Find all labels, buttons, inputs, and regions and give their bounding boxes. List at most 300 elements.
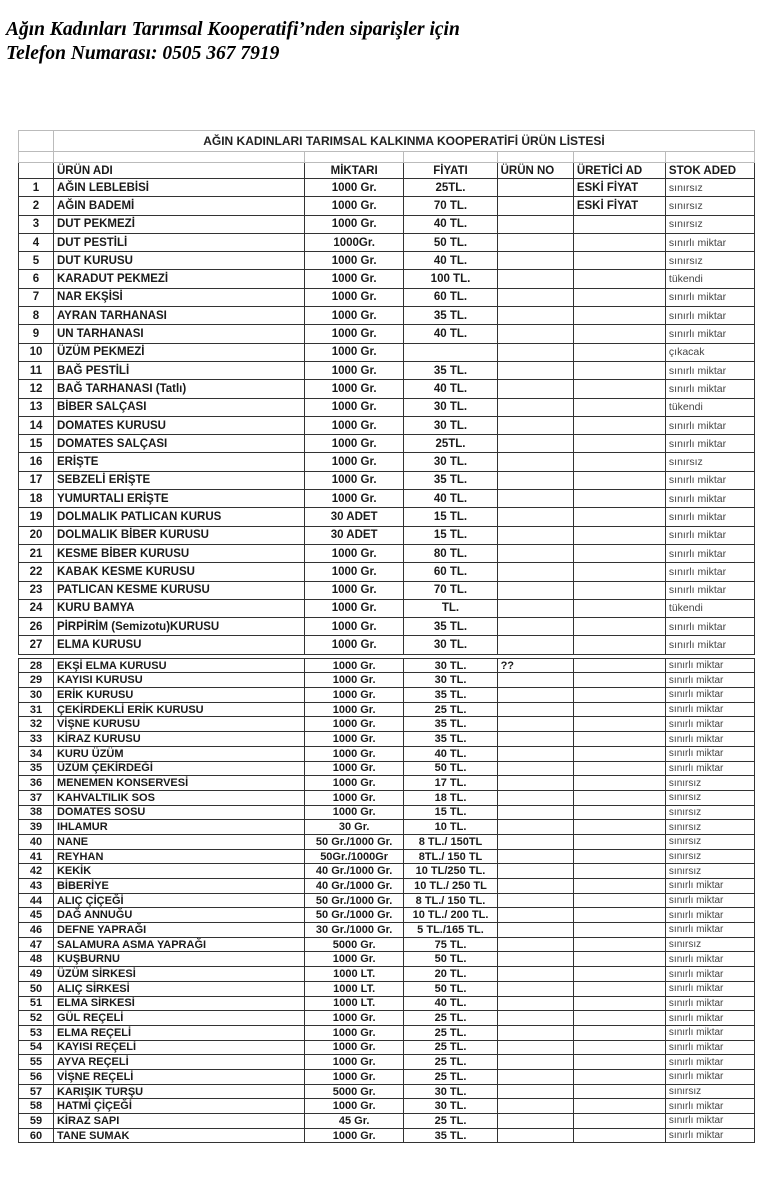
product-qty: 1000 Gr. — [304, 746, 404, 761]
product-qty: 1000 Gr. — [304, 732, 404, 747]
product-qty: 1000 Gr. — [304, 179, 404, 197]
table-row — [19, 1025, 755, 1040]
product-qty: 1000 Gr. — [304, 1069, 404, 1084]
row-number: 35 — [19, 761, 54, 776]
stock-status: sınırlı miktar — [665, 893, 754, 908]
product-qty: 1000 LT. — [304, 996, 404, 1011]
product-no — [497, 761, 573, 776]
product-name: VİŞNE REÇELİ — [53, 1069, 304, 1084]
table-row — [19, 343, 755, 361]
row-number: 14 — [19, 416, 54, 434]
product-no — [497, 636, 573, 654]
product-name: BAĞ TARHANASI (Tatlı) — [53, 380, 304, 398]
product-qty: 1000 Gr. — [304, 471, 404, 489]
producer — [573, 893, 665, 908]
product-no — [497, 937, 573, 952]
producer — [573, 732, 665, 747]
stock-status: sınırlı miktar — [665, 923, 754, 938]
product-qty: 5000 Gr. — [304, 1084, 404, 1099]
row-number: 12 — [19, 380, 54, 398]
table-row — [19, 1128, 755, 1143]
product-no — [497, 805, 573, 820]
product-price: 15 TL. — [404, 805, 497, 820]
product-price: 35 TL. — [404, 471, 497, 489]
product-qty: 1000 Gr. — [304, 1025, 404, 1040]
product-price: 40 TL. — [404, 252, 497, 270]
product-no — [497, 361, 573, 379]
producer — [573, 761, 665, 776]
product-price: 35 TL. — [404, 732, 497, 747]
product-no — [497, 526, 573, 544]
table-row — [19, 805, 755, 820]
row-number: 55 — [19, 1055, 54, 1070]
stock-status: tükendi — [665, 599, 754, 617]
product-qty: 1000 Gr. — [304, 688, 404, 703]
product-qty: 1000 Gr. — [304, 490, 404, 508]
producer — [573, 288, 665, 306]
stock-status: sınırlı miktar — [665, 761, 754, 776]
producer — [573, 702, 665, 717]
table-row — [19, 952, 755, 967]
product-price: 50 TL. — [404, 233, 497, 251]
product-qty: 1000 Gr. — [304, 618, 404, 636]
table-row — [19, 967, 755, 982]
product-name: AĞIN BADEMİ — [53, 197, 304, 215]
product-qty: 1000 Gr. — [304, 380, 404, 398]
product-name: KAYISI KURUSU — [53, 673, 304, 688]
product-price: 15 TL. — [404, 526, 497, 544]
product-price: 20 TL. — [404, 967, 497, 982]
table-row — [19, 307, 755, 325]
product-name: ERİK KURUSU — [53, 688, 304, 703]
product-price: 80 TL. — [404, 544, 497, 562]
producer — [573, 361, 665, 379]
stock-status: sınırlı miktar — [665, 746, 754, 761]
product-no — [497, 688, 573, 703]
row-number: 1 — [19, 179, 54, 197]
header-price: FİYATI — [404, 163, 497, 179]
stock-status: sınırlı miktar — [665, 361, 754, 379]
row-number: 11 — [19, 361, 54, 379]
stock-status: sınırsız — [665, 834, 754, 849]
table-row — [19, 732, 755, 747]
table-row — [19, 581, 755, 599]
row-number: 6 — [19, 270, 54, 288]
row-number: 43 — [19, 879, 54, 894]
product-name: BİBER SALÇASI — [53, 398, 304, 416]
table-row — [19, 599, 755, 617]
row-number: 4 — [19, 233, 54, 251]
product-name: BİBERİYE — [53, 879, 304, 894]
producer — [573, 1040, 665, 1055]
product-price: 70 TL. — [404, 197, 497, 215]
product-name: DAĞ ANNUĞU — [53, 908, 304, 923]
product-no — [497, 952, 573, 967]
product-qty: 40 Gr./1000 Gr. — [304, 864, 404, 879]
row-number: 57 — [19, 1084, 54, 1099]
producer — [573, 1128, 665, 1143]
stock-status: sınırsız — [665, 937, 754, 952]
product-price: 8 TL./ 150TL — [404, 834, 497, 849]
stock-status: sınırsız — [665, 864, 754, 879]
product-no — [497, 307, 573, 325]
row-number: 5 — [19, 252, 54, 270]
product-price — [404, 343, 497, 361]
product-no — [497, 1099, 573, 1114]
product-name: TANE SUMAK — [53, 1128, 304, 1143]
producer — [573, 952, 665, 967]
product-no — [497, 380, 573, 398]
stock-status: sınırsız — [665, 179, 754, 197]
product-qty: 1000 Gr. — [304, 252, 404, 270]
producer — [573, 1055, 665, 1070]
product-name: IHLAMUR — [53, 820, 304, 835]
table-row — [19, 252, 755, 270]
product-no — [497, 1025, 573, 1040]
stock-status: sınırlı miktar — [665, 618, 754, 636]
product-qty: 1000 Gr. — [304, 658, 404, 673]
producer — [573, 215, 665, 233]
stock-status: sınırlı miktar — [665, 1099, 754, 1114]
product-qty: 1000 Gr. — [304, 343, 404, 361]
product-no — [497, 599, 573, 617]
product-price: 5 TL./165 TL. — [404, 923, 497, 938]
product-no — [497, 1114, 573, 1129]
producer — [573, 233, 665, 251]
product-name: AYRAN TARHANASI — [53, 307, 304, 325]
row-number: 39 — [19, 820, 54, 835]
product-qty: 30 Gr. — [304, 820, 404, 835]
table-row — [19, 849, 755, 864]
product-qty: 1000 LT. — [304, 981, 404, 996]
table-row — [19, 398, 755, 416]
product-qty: 1000 Gr. — [304, 776, 404, 791]
table-row — [19, 471, 755, 489]
stock-status: sınırlı miktar — [665, 544, 754, 562]
product-name: DUT KURUSU — [53, 252, 304, 270]
product-price: 30 TL. — [404, 1099, 497, 1114]
product-no — [497, 1055, 573, 1070]
stock-status: sınırlı miktar — [665, 508, 754, 526]
producer — [573, 673, 665, 688]
product-name: SALAMURA ASMA YAPRAĞI — [53, 937, 304, 952]
row-number: 28 — [19, 658, 54, 673]
product-price: 60 TL. — [404, 563, 497, 581]
producer — [573, 717, 665, 732]
row-number: 10 — [19, 343, 54, 361]
table-row — [19, 197, 755, 215]
product-name: PİRPİRİM (Semizotu)KURUSU — [53, 618, 304, 636]
product-no — [497, 618, 573, 636]
stock-status: sınırsız — [665, 849, 754, 864]
table-row — [19, 746, 755, 761]
stock-status: sınırlı miktar — [665, 732, 754, 747]
table-row — [19, 996, 755, 1011]
table-row — [19, 820, 755, 835]
product-name: BAĞ PESTİLİ — [53, 361, 304, 379]
row-number: 42 — [19, 864, 54, 879]
product-price: 25 TL. — [404, 1069, 497, 1084]
stock-status: sınırlı miktar — [665, 233, 754, 251]
stock-status: sınırlı miktar — [665, 658, 754, 673]
product-no — [497, 849, 573, 864]
producer — [573, 688, 665, 703]
product-no — [497, 820, 573, 835]
stock-status: sınırlı miktar — [665, 1128, 754, 1143]
product-price: 40 TL. — [404, 215, 497, 233]
producer — [573, 658, 665, 673]
producer — [573, 879, 665, 894]
row-number: 31 — [19, 702, 54, 717]
product-name: ÇEKİRDEKLİ ERİK KURUSU — [53, 702, 304, 717]
heading-phone-line: Telefon Numarası: 0505 367 7919 — [6, 43, 280, 64]
product-price: 40 TL. — [404, 490, 497, 508]
producer — [573, 864, 665, 879]
product-no — [497, 343, 573, 361]
product-no — [497, 563, 573, 581]
product-no — [497, 923, 573, 938]
product-qty: 40 Gr./1000 Gr. — [304, 879, 404, 894]
product-no — [497, 1011, 573, 1026]
product-name: KEKİK — [53, 864, 304, 879]
product-price: 30 TL. — [404, 636, 497, 654]
product-qty: 1000 Gr. — [304, 435, 404, 453]
header-producer: ÜRETİCİ AD — [573, 163, 665, 179]
product-qty: 1000 Gr. — [304, 673, 404, 688]
row-number: 54 — [19, 1040, 54, 1055]
row-number: 45 — [19, 908, 54, 923]
table-row — [19, 673, 755, 688]
product-no — [497, 967, 573, 982]
product-price: 100 TL. — [404, 270, 497, 288]
stock-status: sınırlı miktar — [665, 996, 754, 1011]
product-no — [497, 746, 573, 761]
stock-status: sınırsız — [665, 252, 754, 270]
product-qty: 30 ADET — [304, 508, 404, 526]
row-number: 13 — [19, 398, 54, 416]
row-number: 37 — [19, 790, 54, 805]
product-qty: 1000 Gr. — [304, 1011, 404, 1026]
product-no — [497, 981, 573, 996]
row-number: 19 — [19, 508, 54, 526]
table-row — [19, 879, 755, 894]
product-qty: 5000 Gr. — [304, 937, 404, 952]
row-number: 8 — [19, 307, 54, 325]
row-number: 44 — [19, 893, 54, 908]
product-price: 25 TL. — [404, 1114, 497, 1129]
table-row — [19, 688, 755, 703]
table-row — [19, 1055, 755, 1070]
product-no — [497, 581, 573, 599]
row-number: 17 — [19, 471, 54, 489]
product-qty: 1000 Gr. — [304, 952, 404, 967]
stock-status: sınırlı miktar — [665, 325, 754, 343]
table-row — [19, 1011, 755, 1026]
producer — [573, 1025, 665, 1040]
product-name: SEBZELİ ERİŞTE — [53, 471, 304, 489]
product-no — [497, 834, 573, 849]
product-name: DOLMALIK PATLICAN KURUS — [53, 508, 304, 526]
product-price: 30 TL. — [404, 398, 497, 416]
product-name: HATMİ ÇİÇEĞİ — [53, 1099, 304, 1114]
product-price: 25 TL. — [404, 1040, 497, 1055]
product-qty: 1000 Gr. — [304, 361, 404, 379]
producer — [573, 776, 665, 791]
producer — [573, 805, 665, 820]
producer — [573, 471, 665, 489]
product-price: 18 TL. — [404, 790, 497, 805]
producer — [573, 967, 665, 982]
stock-status: sınırlı miktar — [665, 908, 754, 923]
row-number: 23 — [19, 581, 54, 599]
rows-bottom-section — [19, 658, 755, 1143]
table-row — [19, 908, 755, 923]
table-row — [19, 288, 755, 306]
product-qty: 50 Gr./1000 Gr. — [304, 908, 404, 923]
product-price: 25 TL. — [404, 1011, 497, 1026]
product-qty: 1000 Gr. — [304, 1128, 404, 1143]
stock-status: sınırlı miktar — [665, 416, 754, 434]
product-no — [497, 288, 573, 306]
producer — [573, 398, 665, 416]
producer — [573, 908, 665, 923]
row-number: 56 — [19, 1069, 54, 1084]
product-price: 40 TL. — [404, 325, 497, 343]
product-price: 35 TL. — [404, 307, 497, 325]
product-no — [497, 490, 573, 508]
product-qty: 50 Gr./1000 Gr. — [304, 893, 404, 908]
product-qty: 1000 Gr. — [304, 702, 404, 717]
producer — [573, 581, 665, 599]
row-number: 15 — [19, 435, 54, 453]
product-price: 8 TL./ 150 TL. — [404, 893, 497, 908]
stock-status: sınırlı miktar — [665, 673, 754, 688]
product-no — [497, 1040, 573, 1055]
product-qty: 1000 Gr. — [304, 717, 404, 732]
product-qty: 1000 Gr. — [304, 636, 404, 654]
product-no — [497, 790, 573, 805]
product-qty: 1000 Gr. — [304, 1099, 404, 1114]
producer — [573, 636, 665, 654]
product-qty: 1000 Gr. — [304, 805, 404, 820]
product-no — [497, 544, 573, 562]
product-price: 10 TL. — [404, 820, 497, 835]
product-name: KESME BİBER KURUSU — [53, 544, 304, 562]
product-qty: 1000 Gr. — [304, 599, 404, 617]
table-title-row — [19, 131, 755, 152]
row-number: 30 — [19, 688, 54, 703]
producer — [573, 923, 665, 938]
row-number: 2 — [19, 197, 54, 215]
product-price: 10 TL/250 TL. — [404, 864, 497, 879]
stock-status: sınırsız — [665, 820, 754, 835]
product-qty: 1000 Gr. — [304, 563, 404, 581]
product-qty: 1000 Gr. — [304, 197, 404, 215]
row-number: 22 — [19, 563, 54, 581]
producer — [573, 834, 665, 849]
stock-status: sınırlı miktar — [665, 1114, 754, 1129]
product-no — [497, 702, 573, 717]
product-price: 50 TL. — [404, 952, 497, 967]
product-name: DOMATES KURUSU — [53, 416, 304, 434]
stock-status: sınırlı miktar — [665, 563, 754, 581]
row-number: 34 — [19, 746, 54, 761]
producer — [573, 599, 665, 617]
product-qty: 1000 Gr. — [304, 215, 404, 233]
product-price: 35 TL. — [404, 1128, 497, 1143]
product-price: 35 TL. — [404, 717, 497, 732]
product-qty: 45 Gr. — [304, 1114, 404, 1129]
product-name: KURU BAMYA — [53, 599, 304, 617]
product-price: 25TL. — [404, 179, 497, 197]
table-row — [19, 416, 755, 434]
product-name: KAYISI REÇELİ — [53, 1040, 304, 1055]
product-name: ALIÇ SİRKESİ — [53, 981, 304, 996]
table-row — [19, 233, 755, 251]
product-qty: 1000 Gr. — [304, 544, 404, 562]
producer — [573, 563, 665, 581]
product-name: EKŞİ ELMA KURUSU — [53, 658, 304, 673]
product-price: 40 TL. — [404, 380, 497, 398]
stock-status: sınırlı miktar — [665, 1055, 754, 1070]
product-name: REYHAN — [53, 849, 304, 864]
product-price: 30 TL. — [404, 1084, 497, 1099]
product-price: 8TL./ 150 TL — [404, 849, 497, 864]
product-name: ELMA SİRKESİ — [53, 996, 304, 1011]
product-no — [497, 996, 573, 1011]
product-name: ELMA KURUSU — [53, 636, 304, 654]
stock-status: sınırlı miktar — [665, 307, 754, 325]
product-price: 30 TL. — [404, 673, 497, 688]
table-row — [19, 717, 755, 732]
table-row — [19, 981, 755, 996]
row-number: 49 — [19, 967, 54, 982]
row-number: 9 — [19, 325, 54, 343]
product-name: KURU ÜZÜM — [53, 746, 304, 761]
product-no — [497, 732, 573, 747]
product-name: ERİŞTE — [53, 453, 304, 471]
row-number: 48 — [19, 952, 54, 967]
product-no — [497, 416, 573, 434]
producer — [573, 252, 665, 270]
product-no — [497, 908, 573, 923]
product-no: ?? — [497, 658, 573, 673]
table-row — [19, 325, 755, 343]
table-row — [19, 893, 755, 908]
product-name: NAR EKŞİSİ — [53, 288, 304, 306]
table-row — [19, 761, 755, 776]
product-no — [497, 776, 573, 791]
row-number: 27 — [19, 636, 54, 654]
product-name: VİŞNE KURUSU — [53, 717, 304, 732]
product-no — [497, 508, 573, 526]
stock-status: tükendi — [665, 398, 754, 416]
table-title: AĞIN KADINLARI TARIMSAL KALKINMA KOOPERATİFİ ÜRÜN LİSTESİ — [53, 131, 754, 152]
stock-status: sınırlı miktar — [665, 717, 754, 732]
product-price: 40 TL. — [404, 996, 497, 1011]
stock-status: çıkacak — [665, 343, 754, 361]
product-name: DUT PEKMEZİ — [53, 215, 304, 233]
product-price: 25 TL. — [404, 1055, 497, 1070]
row-number: 59 — [19, 1114, 54, 1129]
product-qty: 1000 Gr. — [304, 761, 404, 776]
row-number: 21 — [19, 544, 54, 562]
producer — [573, 937, 665, 952]
product-no — [497, 215, 573, 233]
table-row — [19, 834, 755, 849]
producer: ESKİ FİYAT — [573, 197, 665, 215]
product-name: KABAK KESME KURUSU — [53, 563, 304, 581]
